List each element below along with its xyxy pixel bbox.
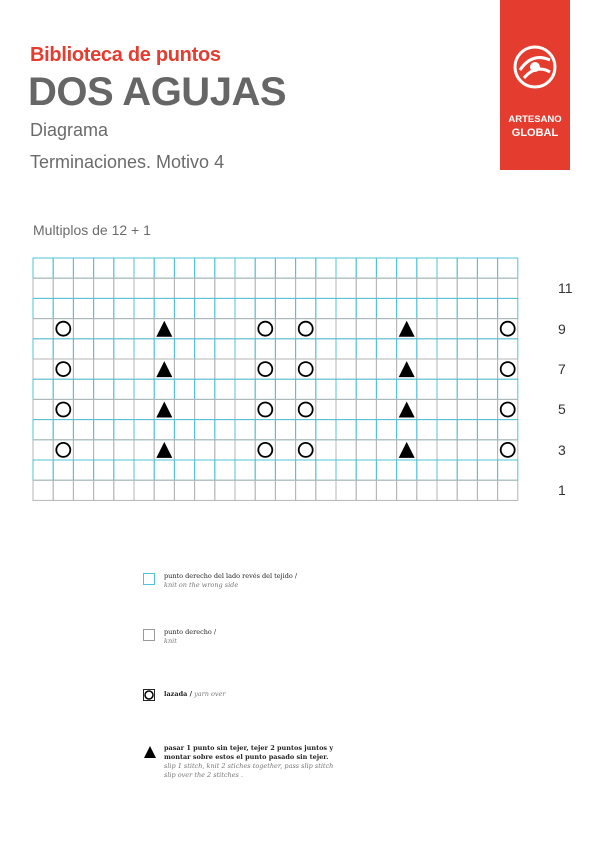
yarn-over-symbol — [258, 362, 272, 376]
legend-triangle-text — [164, 744, 344, 780]
row-number: 11 — [558, 280, 573, 297]
legend-knit-swatch — [143, 629, 155, 641]
legend-en: knit — [164, 637, 177, 645]
brand-name-top: ARTESANO — [508, 114, 562, 125]
legend-wrong-side-swatch — [143, 573, 155, 585]
yarn-over-symbol — [258, 322, 272, 336]
yarn-over-symbol — [56, 443, 70, 457]
subtitle: Diagrama — [30, 120, 109, 140]
yarn-over-symbol — [501, 362, 515, 376]
row-number: 1 — [558, 482, 566, 499]
legend-yarn-over-swatch — [143, 689, 155, 701]
yarn-over-symbol — [258, 443, 272, 457]
yarn-over-symbol — [501, 403, 515, 417]
legend-wrong-side-text — [164, 572, 297, 590]
legend-triangle-swatch — [143, 745, 155, 757]
legend-yarn-over-text — [164, 690, 226, 699]
stitch-multiple: Multiplos de 12 + 1 — [33, 222, 151, 238]
page-title: DOS AGUJAS — [28, 70, 287, 114]
decrease-triangle-icon — [143, 745, 157, 759]
yarn-over-symbol — [299, 403, 313, 417]
yarn-over-symbol — [56, 322, 70, 336]
yarn-over-symbol — [299, 362, 313, 376]
row-number: 9 — [558, 320, 566, 337]
row-number: 5 — [558, 401, 566, 418]
legend-es: pasar 1 punto sin tejer, tejer 2 puntos juntos y montar sobre estos el punto pasado sin tejer. — [164, 744, 334, 761]
yarn-over-symbol — [501, 322, 515, 336]
yarn-over-symbol — [501, 443, 515, 457]
yarn-over-symbol — [258, 403, 272, 417]
motif-title: Terminaciones. Motivo 4 — [30, 152, 225, 172]
legend-es: punto derecho del lado revés del tejido / — [164, 572, 298, 580]
legend-es: lazada / — [164, 690, 192, 698]
yarn-over-symbol — [299, 322, 313, 336]
row-number: 7 — [558, 361, 566, 377]
yarn-over-symbol — [56, 362, 70, 376]
library-title: Biblioteca de puntos — [30, 44, 221, 66]
legend-knit-text — [164, 628, 216, 646]
legend-en: knit on the wrong side — [164, 581, 239, 589]
brand-name-bottom: GLOBAL — [511, 127, 559, 139]
yarn-over-icon — [143, 689, 155, 701]
legend-en: slip 1 stitch, knit 2 stiches together, pass slip stitch slip over the 2 stitches . — [164, 762, 334, 779]
legend-es: punto derecho / — [164, 628, 217, 636]
yarn-over-symbol — [56, 403, 70, 417]
legend-en: yarn over — [194, 690, 226, 698]
yarn-over-symbol — [299, 443, 313, 457]
row-number: 3 — [558, 441, 566, 458]
